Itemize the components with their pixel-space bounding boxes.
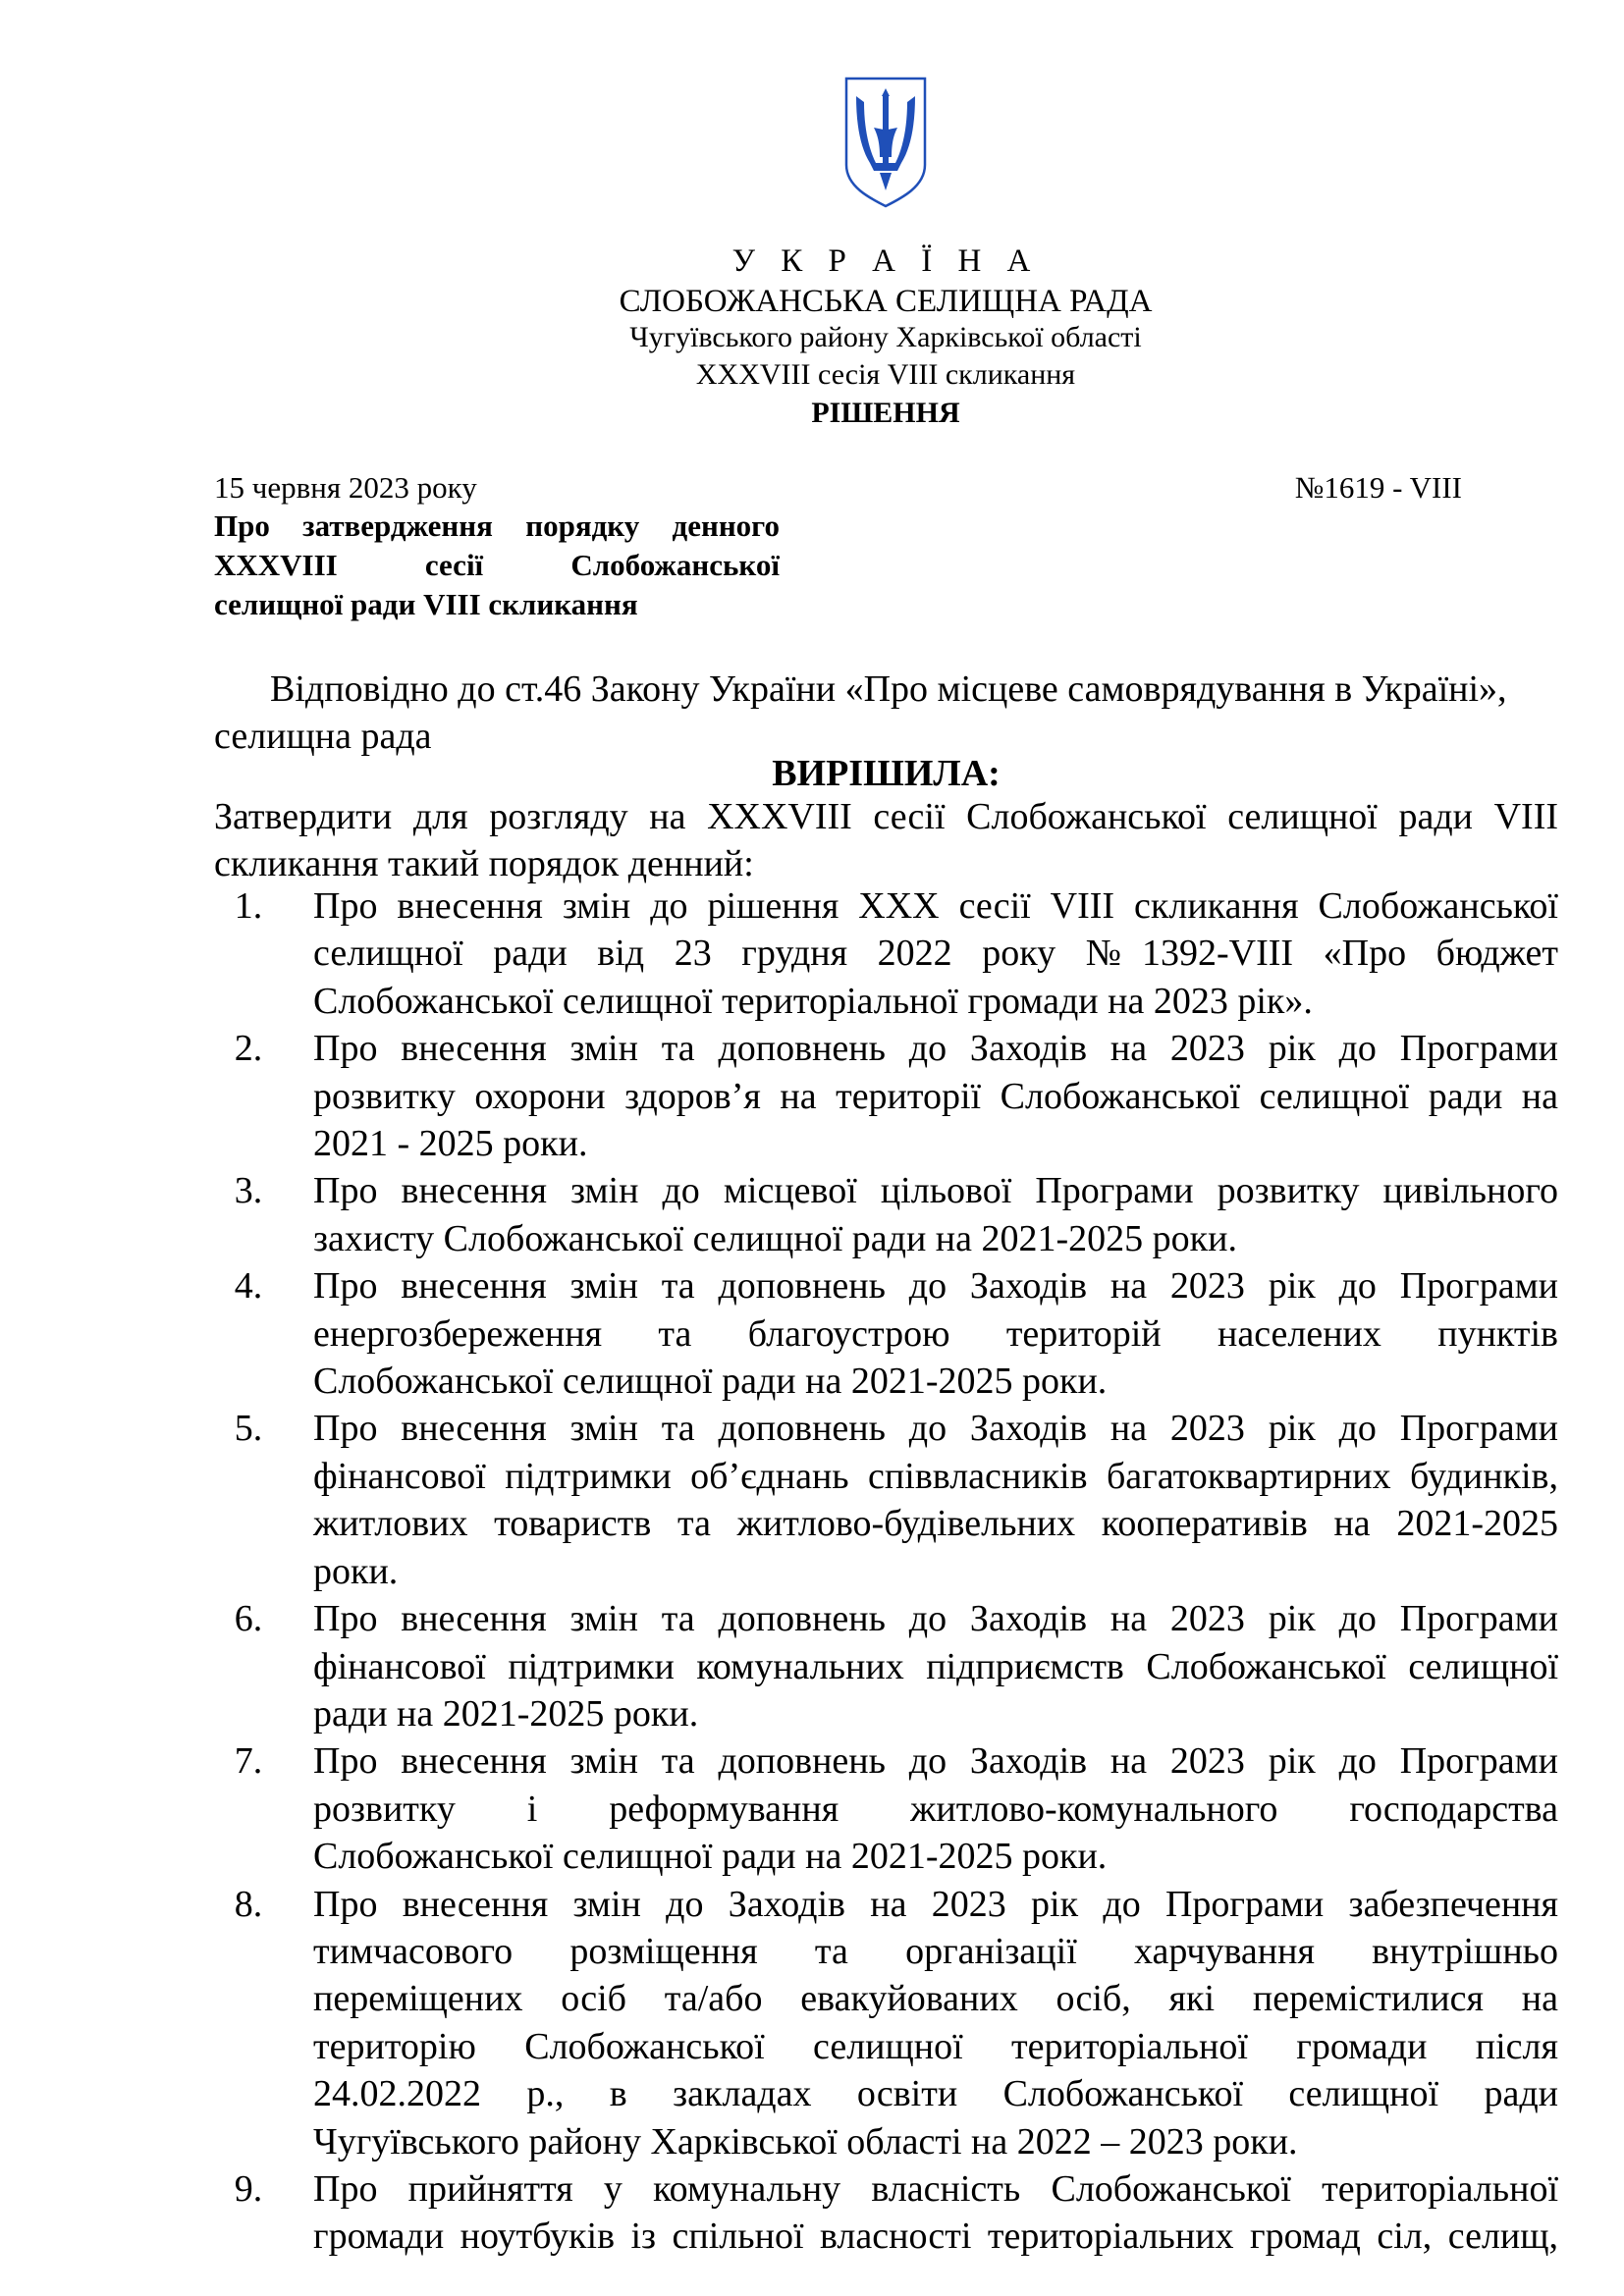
agenda-item-number: 2. <box>234 1028 263 1070</box>
agenda-item-line: Про внесення змін до Заходів на 2023 рік до Програми забезпечення <box>313 1883 1558 1925</box>
council-name: СЛОБОЖАНСЬКА СЕЛИЩНА РАДА <box>619 284 1153 319</box>
agenda-item-line: тимчасового розміщення та організації харчування внутрішньо <box>313 1930 1558 1972</box>
preamble-paragraph <box>214 666 1558 761</box>
agenda-item-line: розвитку і реформування житлово-комунального господарства <box>313 1788 1558 1830</box>
agenda-item-line: фінансової підтримки комунальних підприємств Слобожанської селищної <box>313 1645 1558 1687</box>
agenda-item-text <box>313 1881 1558 2165</box>
subject-line: XXXVIII сесії Слобожанської <box>214 548 780 582</box>
agenda-item-line: громади ноутбуків із спільної власності територіальних громад сіл, селищ, <box>313 2216 1558 2258</box>
agenda-item-line: фінансової підтримки об’єднань співвласників багатоквартирних будинків, <box>313 1455 1558 1497</box>
agenda-item-line: роки. <box>313 1550 399 1592</box>
date-number-row <box>214 469 1462 507</box>
agenda-item-line: Про внесення змін до місцевої цільової Програми розвитку цивільного <box>313 1170 1558 1212</box>
district-line: Чугуївського району Харківської області <box>629 321 1142 353</box>
agenda-item <box>214 2165 1558 2261</box>
agenda-item-line: Про внесення змін та доповнень до Заходів на 2023 рік до Програми <box>313 1028 1558 1070</box>
agenda-item-line: енергозбереження та благоустрою територій населених пунктів <box>313 1312 1558 1355</box>
agenda-item-text <box>313 882 1558 1025</box>
agenda-item-line: 24.02.2022 р., в закладах освіти Слобожанської селищної ради <box>313 2073 1558 2115</box>
agenda-item-line: Про внесення змін та доповнень до Заходів на 2023 рік до Програми <box>313 1265 1558 1308</box>
agenda-item-line: захисту Слобожанської селищної ради на 2021-2025 роки. <box>313 1217 1237 1259</box>
agenda-item-text <box>313 1262 1558 1405</box>
agenda-item-line: Слобожанської селищної ради на 2021-2025 роки. <box>313 1836 1108 1878</box>
agenda-item-text <box>313 1405 1558 1595</box>
decision-date: 15 червня 2023 року <box>214 470 477 505</box>
agenda-item-number: 8. <box>234 1883 263 1925</box>
preamble-line: Відповідно до ст.46 Закону України «Про місцеве самоврядування в Україні», <box>270 668 1507 710</box>
agenda-item-number: 1. <box>234 885 263 927</box>
agenda-item <box>214 1262 1558 1405</box>
country-heading: У К Р А Ї Н А <box>731 243 1040 279</box>
agenda-item <box>214 1167 1558 1262</box>
agenda-item-line: розвитку охорони здоров’я на території Слобожанської селищної ради на <box>313 1075 1558 1117</box>
agenda-item <box>214 1405 1558 1595</box>
agenda-item-text <box>313 1025 1558 1167</box>
session-line: XXXVIII сесія VIII скликання <box>695 358 1076 391</box>
agenda-item <box>214 1595 1558 1737</box>
intro-paragraph <box>214 793 1558 888</box>
subject-line: селищної ради VIII скликання <box>214 587 638 621</box>
agenda-item-number: 3. <box>234 1170 263 1212</box>
agenda-item-text <box>313 1167 1558 1262</box>
agenda-item <box>214 1881 1558 2165</box>
decision-subject <box>214 507 780 624</box>
agenda-item-line: Чугуївського району Харківської області на 2022 – 2023 роки. <box>313 2120 1298 2163</box>
agenda-item-line: 2021 - 2025 роки. <box>313 1123 588 1165</box>
agenda-item-number: 6. <box>234 1598 263 1640</box>
agenda-item-line: Про внесення змін до рішення XXX сесії VIII скликання Слобожанської <box>313 885 1558 927</box>
agenda-item-line: Про внесення змін та доповнень до Заходів на 2023 рік до Програми <box>313 1598 1558 1640</box>
intro-line: скликання такий порядок денний: <box>214 843 754 885</box>
agenda-item-number: 4. <box>234 1265 263 1308</box>
agenda-item <box>214 1025 1558 1167</box>
agenda-item-number: 9. <box>234 2167 263 2210</box>
agenda-item-line: територію Слобожанської селищної територіальної громади після <box>313 2025 1558 2067</box>
agenda-item-line: Слобожанської селищної ради на 2021-2025 роки. <box>313 1361 1108 1403</box>
agenda-item-line: Слобожанської селищної територіальної громади на 2023 рік». <box>313 980 1313 1022</box>
agenda-item-text <box>313 1595 1558 1737</box>
subject-line: Про затвердження порядку денного <box>214 508 780 543</box>
agenda-list <box>214 882 1558 2261</box>
preamble-line: селищна рада <box>214 716 432 758</box>
agenda-item-line: житлових товариств та житлово-будівельних кооперативів на 2021-2025 <box>313 1503 1558 1545</box>
agenda-item-line: Про прийняття у комунальну власність Слобожанської територіальної <box>313 2167 1558 2210</box>
decision-number: №1619 - VIII <box>1294 470 1462 505</box>
agenda-item-line: Про внесення змін та доповнень до Заходів на 2023 рік до Програми <box>313 1408 1558 1450</box>
agenda-item-line: Про внесення змін та доповнень до Заходів на 2023 рік до Програми <box>313 1740 1558 1783</box>
decided-heading: ВИРІШИЛА: <box>772 753 1001 794</box>
agenda-item <box>214 882 1558 1025</box>
agenda-item-line: переміщених осіб та/або евакуйованих осіб, які перемістилися на <box>313 1978 1558 2020</box>
agenda-item-text <box>313 2165 1558 2261</box>
intro-line: Затвердити для розгляду на XXXVIII сесії Слобожанської селищної ради VIII <box>214 796 1558 837</box>
document-type-heading: РІШЕННЯ <box>811 397 960 429</box>
agenda-item <box>214 1737 1558 1880</box>
coat-of-arms-icon <box>840 75 931 210</box>
agenda-item-number: 5. <box>234 1408 263 1450</box>
agenda-item-text <box>313 1737 1558 1880</box>
agenda-item-number: 7. <box>234 1740 263 1783</box>
agenda-item-line: селищної ради від 23 грудня 2022 року №1392-VIII «Про бюджет <box>313 933 1558 975</box>
agenda-item-line: ради на 2021-2025 роки. <box>313 1692 699 1735</box>
